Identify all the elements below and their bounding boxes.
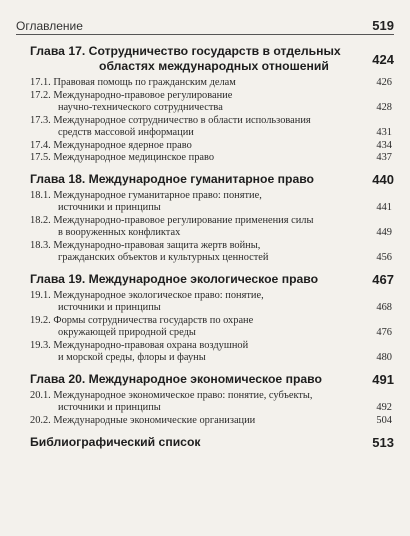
entry-title-line2: источники и принципы — [58, 302, 161, 313]
entry-page: 426 — [376, 77, 392, 88]
entry-title: 18.3. Международно-правовая защита жертв войны, — [30, 239, 261, 251]
entry-page: 504 — [376, 414, 392, 426]
toc-entry — [16, 340, 394, 365]
entry-title-line2: и морской среды, флоры и фауны — [58, 352, 206, 363]
toc-entry — [16, 215, 394, 240]
toc-entry — [16, 152, 394, 165]
entry-title-line2: научно-технического сотрудничества — [58, 102, 223, 113]
entry-page: 441 — [376, 202, 392, 213]
toc-chapter-18 — [16, 172, 394, 187]
chapter-page: 491 — [372, 371, 394, 387]
entry-title-line2: гражданских объектов и культурных ценностей — [58, 252, 269, 263]
page-number: 519 — [372, 18, 394, 33]
chapter-title-line1: Глава 17. Сотрудничество государств в отдельных — [30, 44, 341, 58]
entry-page: 492 — [376, 402, 392, 413]
table-of-contents — [16, 44, 394, 450]
chapter-page: 440 — [372, 171, 394, 187]
entry-page: 468 — [376, 302, 392, 313]
entry-title-line2: средств массовой информации — [58, 127, 194, 138]
entry-page: 476 — [376, 327, 392, 338]
chapter-page: 467 — [372, 271, 394, 287]
entry-title-line2: окружающей природной среды — [58, 327, 196, 338]
bibliography-title: Библиографический список — [30, 435, 201, 449]
entry-title: 17.1. Правовая помощь по гражданским делам — [30, 77, 236, 88]
running-head-title: Оглавление — [16, 19, 83, 33]
chapter-title: Глава 20. Международное экономическое право — [30, 371, 322, 386]
toc-entry — [16, 90, 394, 115]
entry-title: 19.3. Международно-правовая охрана воздушной — [30, 339, 249, 351]
entry-page: 480 — [376, 352, 392, 363]
toc-bibliography — [16, 435, 394, 450]
entry-title: 19.2. Формы сотрудничества государств по охране — [30, 314, 254, 326]
chapter-page: 424 — [372, 52, 394, 67]
entry-title: 18.1. Международное гуманитарное право: понятие, — [30, 189, 262, 201]
toc-chapter-20 — [16, 372, 394, 387]
toc-entry — [16, 390, 394, 415]
entry-title: 20.2. Международные экономические организации — [30, 414, 256, 426]
entry-page: 449 — [376, 227, 392, 238]
toc-chapter-19 — [16, 272, 394, 287]
toc-entry — [16, 140, 394, 153]
chapter-title: Глава 18. Международное гуманитарное право — [30, 171, 314, 186]
entry-title: 17.5. Международное медицинское право — [30, 152, 215, 163]
entry-page: 434 — [376, 139, 392, 151]
toc-entry — [16, 190, 394, 215]
toc-chapter-17 — [16, 44, 394, 74]
toc-entry — [16, 115, 394, 140]
entry-page: 431 — [376, 127, 392, 138]
entry-title: 17.3. Международное сотрудничество в области использования — [30, 114, 311, 126]
entry-title: 17.2. Международно-правовое регулирование — [30, 89, 233, 101]
entry-title: 20.1. Международное экономическое право: понятие, субъекты, — [30, 389, 313, 401]
chapter-title — [16, 44, 341, 74]
bibliography-page: 513 — [372, 435, 394, 450]
running-head — [16, 18, 394, 33]
chapter-title: Глава 19. Международное экологическое право — [30, 271, 319, 286]
chapter-title-line2: областях международных отношений — [99, 59, 329, 73]
header-rule — [16, 34, 394, 35]
entry-page: 428 — [376, 102, 392, 113]
entry-title-line2: источники и принципы — [58, 402, 161, 413]
entry-title: 17.4. Международное ядерное право — [30, 139, 192, 151]
toc-entry — [16, 240, 394, 265]
entry-page: 456 — [376, 252, 392, 263]
toc-entry — [16, 290, 394, 315]
toc-entry — [16, 315, 394, 340]
entry-title-line2: в вооруженных конфликтах — [58, 227, 181, 238]
toc-entry — [16, 77, 394, 90]
toc-entry — [16, 415, 394, 428]
entry-title: 18.2. Международно-правовое регулирование применения силы — [30, 214, 314, 226]
entry-title-line2: источники и принципы — [58, 202, 161, 213]
entry-title: 19.1. Международное экологическое право: понятие, — [30, 289, 264, 301]
entry-page: 437 — [376, 152, 392, 163]
